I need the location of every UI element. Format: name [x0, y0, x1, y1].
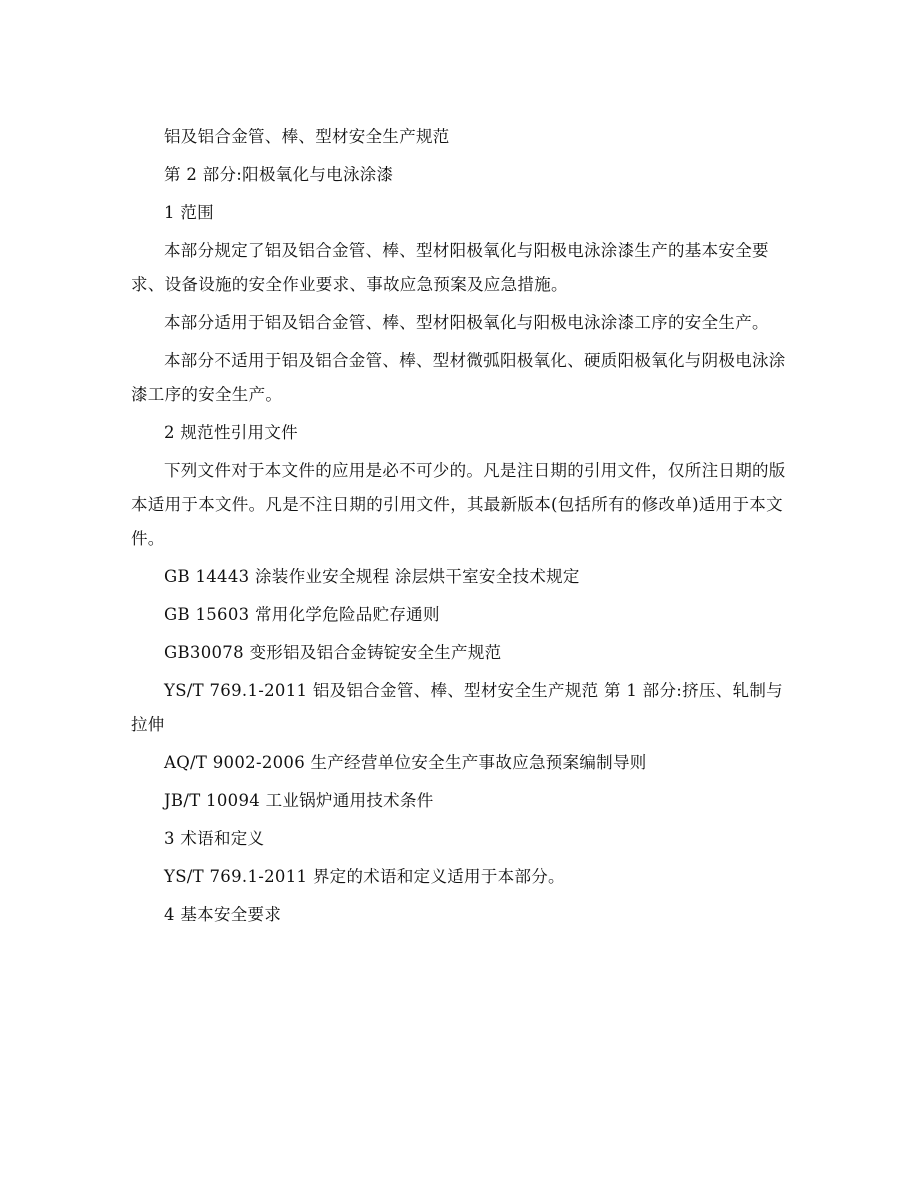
reference-item: AQ/T 9002-2006 生产经营单位安全生产事故应急预案编制导则 [164, 753, 647, 772]
document-subtitle: 第 2 部分:阳极氧化与电泳涂漆 [164, 165, 394, 184]
reference-item: GB30078 变形铝及铝合金铸锭安全生产规范 [164, 643, 502, 662]
paragraph-scope-3: 本部分不适用于铝及铝合金管、棒、型材微弧阳极氧化、硬质阳极氧化与阴极电泳涂漆工序的安全生产。 [131, 351, 786, 404]
paragraph-references-intro: 下列文件对于本文件的应用是必不可少的。凡是注日期的引用文件，仅所注日期的版本适用于本文件。凡是不注日期的引用文件，其最新版本(包括所有的修改单)适用于本文件。 [131, 461, 786, 548]
paragraph-scope-1: 本部分规定了铝及铝合金管、棒、型材阳极氧化与阳极电泳涂漆生产的基本安全要求、设备设施的安全作业要求、事故应急预案及应急措施。 [131, 241, 769, 294]
document-title: 铝及铝合金管、棒、型材安全生产规范 [164, 127, 450, 146]
section-heading-scope: 1 范围 [164, 203, 214, 222]
reference-item: JB/T 10094 工业锅炉通用技术条件 [164, 791, 434, 810]
section-heading-references: 2 规范性引用文件 [164, 423, 298, 442]
section-heading-basic-safety: 4 基本安全要求 [164, 905, 282, 924]
reference-item: GB 15603 常用化学危险品贮存通则 [164, 605, 440, 624]
paragraph-scope-2: 本部分适用于铝及铝合金管、棒、型材阳极氧化与阳极电泳涂漆工序的安全生产。 [164, 313, 769, 332]
section-heading-terms: 3 术语和定义 [164, 829, 265, 848]
document-body [131, 120, 791, 932]
paragraph-terms: YS/T 769.1-2011 界定的术语和定义适用于本部分。 [164, 867, 565, 886]
reference-item: YS/T 769.1-2011 铝及铝合金管、棒、型材安全生产规范 第 1 部分:挤压、轧制与拉伸 [131, 681, 783, 734]
reference-item: GB 14443 涂装作业安全规程 涂层烘干室安全技术规定 [164, 567, 580, 586]
